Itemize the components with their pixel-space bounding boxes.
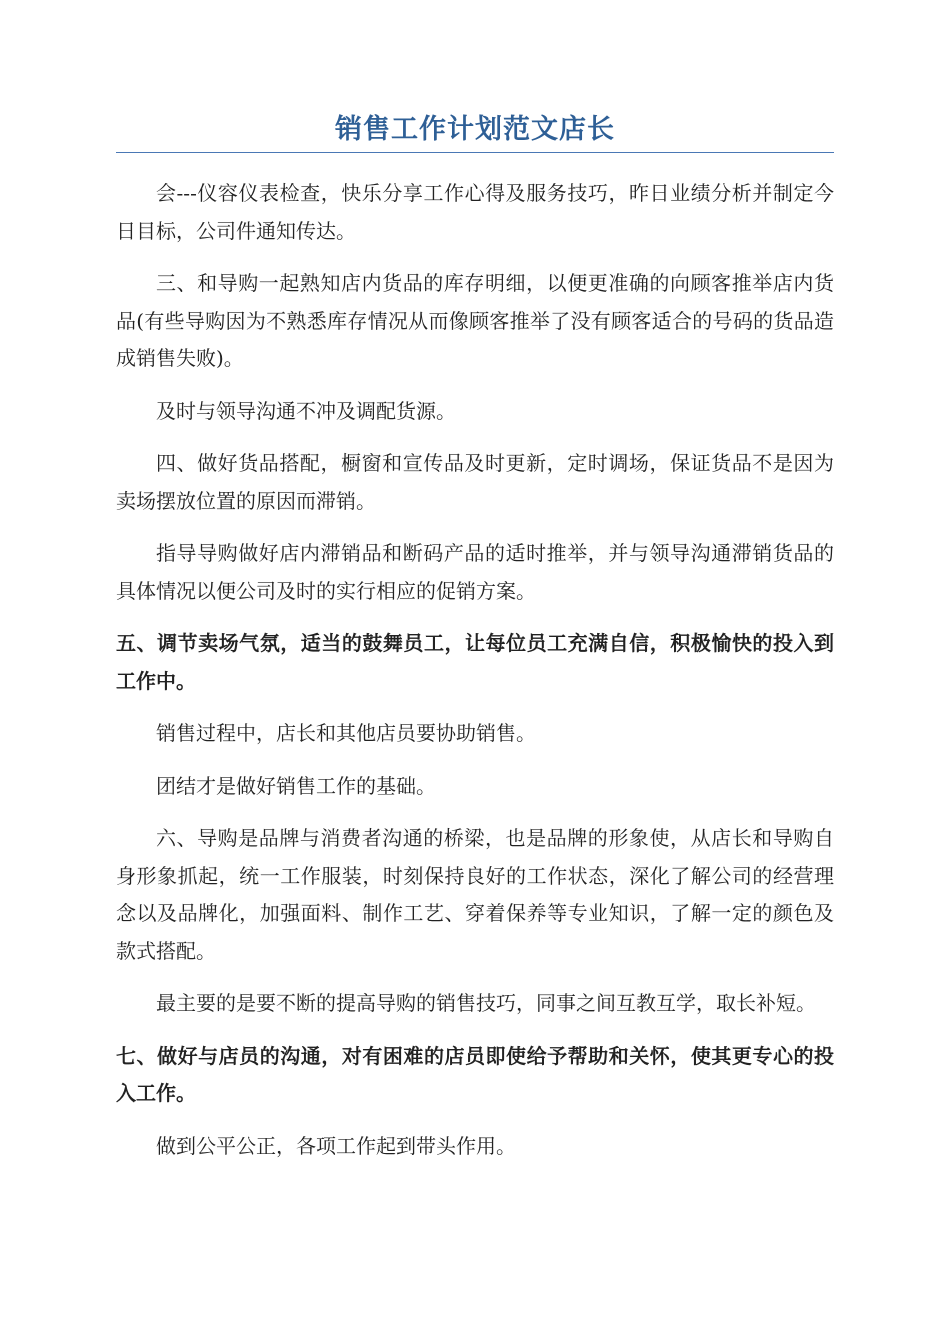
body-paragraph: 指导导购做好店内滞销品和断码产品的适时推举，并与领导沟通滞销货品的具体情况以便公司及时的实行相应的促销方案。: [116, 541, 834, 603]
body-paragraph: 团结才是做好销售工作的基础。: [156, 773, 436, 798]
document-page: [116, 110, 834, 1180]
body-paragraph: 四、做好货品搭配，橱窗和宣传品及时更新，定时调场，保证货品不是因为卖场摆放位置的原因而滞销。: [116, 451, 834, 513]
body-paragraph: 最主要的是要不断的提高导购的销售技巧，同事之间互教互学，取长补短。: [156, 991, 816, 1015]
section-heading: 五、调节卖场气氛，适当的鼓舞员工，让每位员工充满自信，积极愉快的投入到工作中。: [116, 631, 834, 693]
body-paragraph: 会---仪容仪表检查，快乐分享工作心得及服务技巧，昨日业绩分析并制定今日目标，公司件通知传达。: [116, 181, 834, 243]
body-paragraph: 三、和导购一起熟知店内货品的库存明细，以便更准确的向顾客推举店内货品(有些导购因为不熟悉库存情况从而像顾客推举了没有顾客适合的号码的货品造成销售失败)。: [116, 271, 834, 370]
body-paragraph: 做到公平公正，各项工作起到带头作用。: [156, 1133, 516, 1158]
body-paragraph: 及时与领导沟通不冲及调配货源。: [156, 398, 456, 423]
section-heading: 七、做好与店员的沟通，对有困难的店员即使给予帮助和关怀，使其更专心的投入工作。: [116, 1043, 834, 1105]
document-title: 销售工作计划范文店长: [116, 110, 834, 153]
body-paragraph: 销售过程中，店长和其他店员要协助销售。: [156, 721, 536, 745]
body-paragraph: 六、导购是品牌与消费者沟通的桥梁，也是品牌的形象使，从店长和导购自身形象抓起，统一工作服装，时刻保持良好的工作状态，深化了解公司的经营理念以及品牌化，加强面料、制作工艺、穿着保养等专业知识，了解一定的颜色及款式搭配。: [116, 826, 834, 963]
